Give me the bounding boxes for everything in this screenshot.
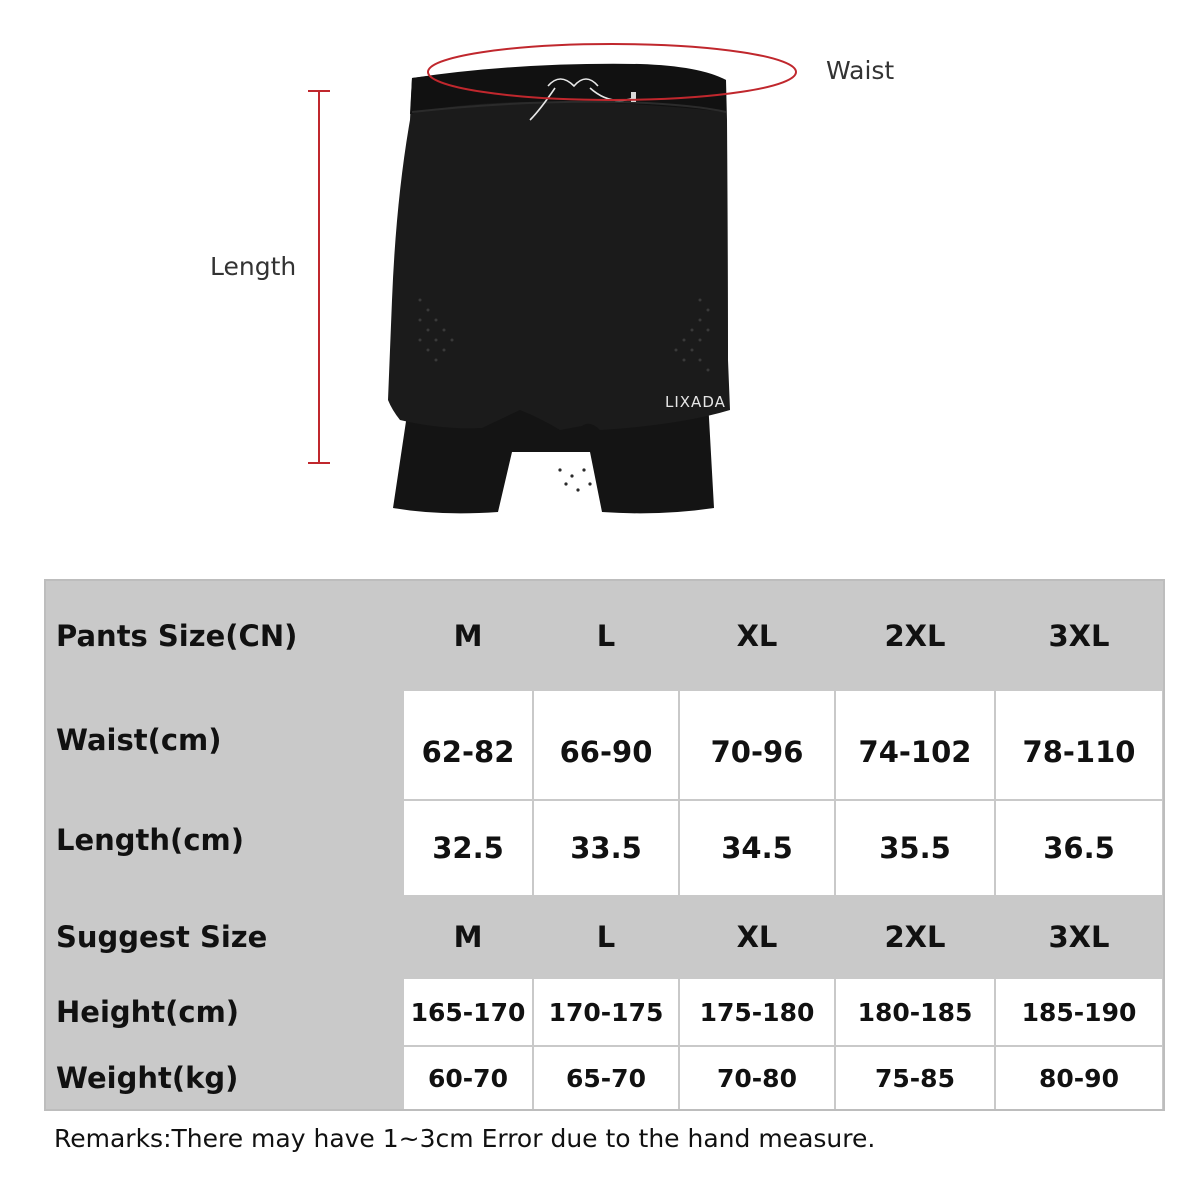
table-cell: L — [534, 897, 678, 977]
table-header-label: Pants Size(CN) — [48, 583, 402, 689]
table-cell: 180-185 — [836, 979, 994, 1045]
table-cell: 165-170 — [404, 979, 532, 1045]
brand-logo: LIXADA — [665, 393, 726, 411]
table-cell: 34.5 — [680, 801, 834, 895]
table-row-label: Length(cm) — [48, 801, 402, 895]
table-cell: 65-70 — [534, 1047, 678, 1109]
table-header-size: XL — [680, 583, 834, 689]
table-cell: 75-85 — [836, 1047, 994, 1109]
table-cell: 70-96 — [680, 691, 834, 799]
table-cell: M — [404, 897, 532, 977]
table-row-label: Suggest Size — [48, 897, 402, 977]
length-measure-line — [308, 91, 330, 463]
size-chart-table — [44, 579, 1165, 1111]
table-cell: 78-110 — [996, 691, 1162, 799]
shorts-illustration — [0, 0, 1200, 560]
table-cell: 60-70 — [404, 1047, 532, 1109]
table-cell: 74-102 — [836, 691, 994, 799]
table-cell: 70-80 — [680, 1047, 834, 1109]
table-row-label: Height(cm) — [48, 979, 402, 1045]
table-header-size: L — [534, 583, 678, 689]
waist-label: Waist — [826, 56, 895, 85]
table-cell: XL — [680, 897, 834, 977]
table-cell: 3XL — [996, 897, 1162, 977]
table-cell: 33.5 — [534, 801, 678, 895]
table-row-label: Waist(cm) — [48, 691, 402, 799]
table-cell: 2XL — [836, 897, 994, 977]
table-cell: 66-90 — [534, 691, 678, 799]
table-cell: 185-190 — [996, 979, 1162, 1045]
table-cell: 62-82 — [404, 691, 532, 799]
table-cell: 35.5 — [836, 801, 994, 895]
table-header-size: 3XL — [996, 583, 1162, 689]
table-row-label: Weight(kg) — [48, 1047, 402, 1109]
table-cell: 170-175 — [534, 979, 678, 1045]
outer-shorts — [388, 66, 730, 430]
remarks-note: Remarks:There may have 1~3cm Error due to the hand measure. — [54, 1124, 876, 1153]
table-header-size: 2XL — [836, 583, 994, 689]
table-cell: 32.5 — [404, 801, 532, 895]
table-cell: 175-180 — [680, 979, 834, 1045]
table-cell: 80-90 — [996, 1047, 1162, 1109]
length-label: Length — [210, 252, 297, 281]
table-header-size: M — [404, 583, 532, 689]
table-cell: 36.5 — [996, 801, 1162, 895]
product-figure — [0, 0, 1200, 560]
